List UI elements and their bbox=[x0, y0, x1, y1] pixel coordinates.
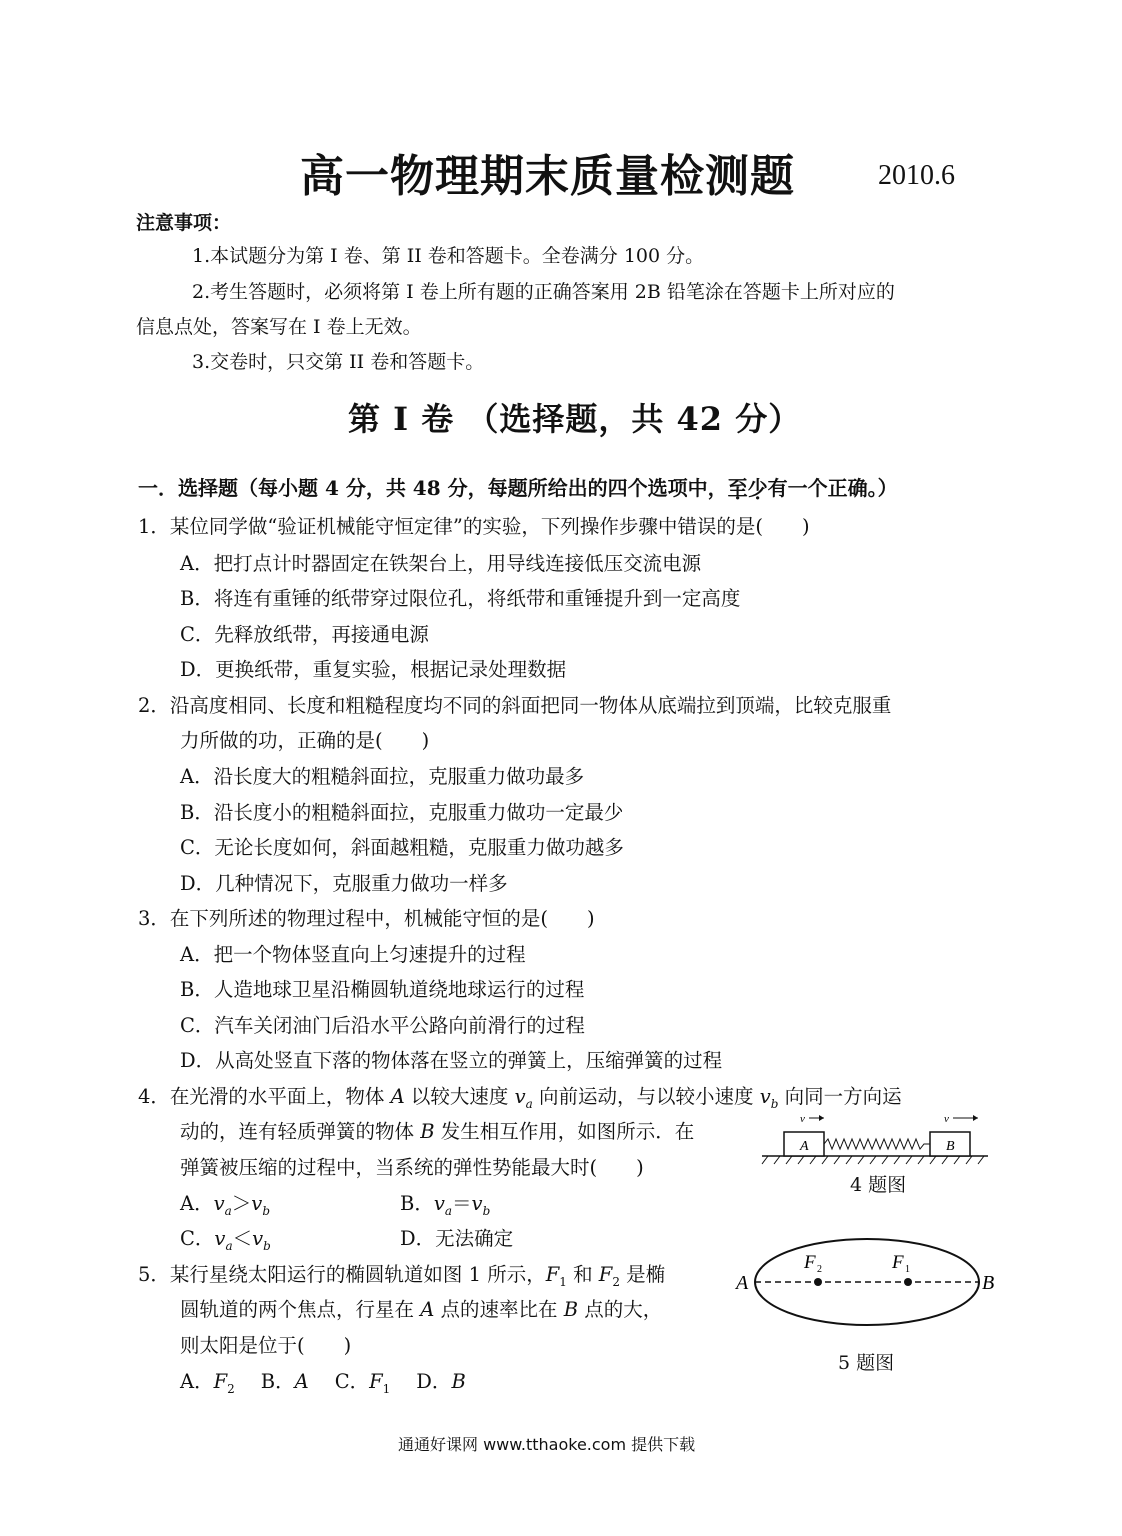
q4-option-b bbox=[400, 1188, 490, 1218]
q5-point-b: B bbox=[563, 1298, 579, 1321]
q5-sub-2: 2 bbox=[227, 1381, 235, 1396]
q3-option-c: C．汽车关闭油门后沿水平公路向前滑行的过程 bbox=[180, 1014, 585, 1037]
velocity-b-label: v bbox=[944, 1113, 949, 1125]
q5-point-a: A bbox=[294, 1370, 309, 1393]
q4-stem-line-2 bbox=[180, 1116, 694, 1144]
section-title: 第 I 卷 （选择题，共 42 分） bbox=[348, 400, 802, 438]
q4-figure bbox=[760, 1108, 990, 1168]
q4-v: v bbox=[471, 1192, 483, 1215]
q2-option-d: D．几种情况下，克服重力做功一样多 bbox=[180, 872, 508, 895]
q5-text: 圆轨道的两个焦点，行星在 bbox=[180, 1298, 421, 1321]
q4-option-label: A． bbox=[180, 1192, 214, 1215]
velocity-a-label: v bbox=[800, 1113, 805, 1125]
q5-f: F bbox=[598, 1263, 613, 1286]
q4-relation: ＝ bbox=[452, 1192, 472, 1215]
q4-text: 向前运动，与以较小速度 bbox=[532, 1085, 760, 1108]
velocity-a-arrowhead bbox=[819, 1115, 824, 1121]
f2-subscript: 2 bbox=[817, 1264, 822, 1275]
q4-sub-a: a bbox=[225, 1238, 233, 1253]
velocity-b-arrowhead bbox=[973, 1115, 978, 1121]
q4-sub-b: b bbox=[482, 1203, 491, 1218]
footer-source: 通通好课网 www.tthaoke.com 提供下载 bbox=[398, 1435, 696, 1454]
q4-v: v bbox=[514, 1085, 526, 1108]
q5-option-c-label: C． bbox=[334, 1370, 370, 1393]
q4-v: v bbox=[759, 1085, 771, 1108]
q4-body-a: A bbox=[390, 1085, 405, 1108]
q5-option-a-label: A． bbox=[180, 1370, 214, 1393]
q4-stem-line-3: 弹簧被压缩的过程中，当系统的弹性势能最大时( ) bbox=[180, 1156, 644, 1179]
q3-option-b: B．人造地球卫星沿椭圆轨道绕地球运行的过程 bbox=[180, 978, 585, 1001]
q3-stem: 3．在下列所述的物理过程中，机械能守恒的是( ) bbox=[138, 907, 595, 930]
f1-subscript: 1 bbox=[905, 1264, 910, 1275]
q2-stem-line-2: 力所做的功，正确的是( ) bbox=[180, 729, 430, 752]
q5-stem-line-2 bbox=[180, 1294, 662, 1322]
q5-text: 是椭 bbox=[619, 1263, 666, 1286]
q4-v: v bbox=[433, 1192, 445, 1215]
q5-figure bbox=[732, 1236, 1002, 1336]
ground-hatching bbox=[762, 1156, 984, 1164]
q5-point-b: B bbox=[451, 1370, 466, 1393]
q1-option-d: D．更换纸带，重复实验，根据记录处理数据 bbox=[180, 658, 567, 681]
emphasis-char-2: 少 bbox=[747, 476, 768, 500]
q4-text: 发生相互作用，如图所示．在 bbox=[434, 1120, 695, 1143]
notice-item-1: 1.本试题分为第 I 卷、第 II 卷和答题卡。全卷满分 100 分。 bbox=[192, 245, 705, 267]
q4-v: v bbox=[251, 1192, 263, 1215]
q4-figure-caption: 4 题图 bbox=[850, 1174, 907, 1196]
q4-sub-a: a bbox=[224, 1203, 232, 1218]
q1-stem: 1．某位同学做“验证机械能守恒定律”的实验，下列操作步骤中错误的是( ) bbox=[138, 515, 810, 538]
q4-option-label: B． bbox=[400, 1192, 434, 1215]
section-heading-post: 有一个正确。） bbox=[767, 476, 898, 500]
q4-v: v bbox=[252, 1227, 264, 1250]
q4-text: 以较大速度 bbox=[404, 1085, 515, 1108]
q1-option-b: B．将连有重锤的纸带穿过限位孔，将纸带和重锤提升到一定高度 bbox=[180, 587, 741, 610]
page-title: 高一物理期末质量检测题 bbox=[300, 151, 795, 202]
q5-figure-caption: 5 题图 bbox=[838, 1352, 895, 1374]
block-a-label: A bbox=[800, 1139, 809, 1154]
q2-option-b: B．沿长度小的粗糙斜面拉，克服重力做功一定最少 bbox=[180, 801, 624, 824]
point-a-label: A bbox=[736, 1272, 749, 1294]
f2-label: F bbox=[804, 1252, 816, 1273]
q5-option-b-label: B． bbox=[260, 1370, 295, 1393]
q4-body-b: B bbox=[420, 1120, 435, 1143]
q1-option-a: A．把打点计时器固定在铁架台上，用导线连接低压交流电源 bbox=[180, 552, 702, 575]
q5-options bbox=[180, 1366, 466, 1396]
point-b-label: B bbox=[982, 1272, 995, 1294]
q5-option-d-label: D． bbox=[416, 1370, 452, 1393]
q2-option-c: C．无论长度如何，斜面越粗糙，克服重力做功越多 bbox=[180, 836, 624, 859]
q4-option-label: C． bbox=[180, 1227, 215, 1250]
spring bbox=[824, 1139, 930, 1149]
q5-sub-1: 1 bbox=[559, 1274, 567, 1289]
notice-item-2-line-2: 信息点处，答案写在 I 卷上无效。 bbox=[136, 316, 422, 338]
block-b-label: B bbox=[946, 1139, 955, 1154]
q4-option-d: D．无法确定 bbox=[400, 1227, 514, 1250]
notice-heading: 注意事项： bbox=[136, 212, 232, 234]
q5-sub-1: 1 bbox=[382, 1381, 391, 1396]
notice-item-2-line-1: 2.考生答题时，必须将第 I 卷上所有题的正确答案用 2B 铅笔涂在答题卡上所对应的 bbox=[192, 281, 895, 303]
q5-stem-line-3: 则太阳是位于( ) bbox=[180, 1334, 352, 1357]
section-heading-pre: 一．选择题（每小题 4 分，共 48 分，每题所给出的四个选项中， bbox=[138, 476, 728, 500]
q4-relation: ＞ bbox=[231, 1192, 252, 1215]
q4-option-c bbox=[180, 1223, 271, 1253]
q5-text: 5．某行星绕太阳运行的椭圆轨道如图 1 所示， bbox=[138, 1263, 546, 1286]
q4-relation: ＜ bbox=[232, 1227, 253, 1250]
q4-text: 向同一方向运 bbox=[778, 1085, 902, 1108]
q5-f: F bbox=[213, 1370, 228, 1393]
f1-label: F bbox=[892, 1252, 904, 1273]
q5-text: 点的速率比在 bbox=[434, 1298, 564, 1321]
q5-text: 和 bbox=[566, 1263, 599, 1286]
q4-text: 动的，连有轻质弹簧的物体 bbox=[180, 1120, 421, 1143]
q2-stem-line-1: 2．沿高度相同、长度和粗糙程度均不同的斜面把同一物体从底端拉到顶端，比较克服重 bbox=[138, 694, 892, 717]
q4-v: v bbox=[214, 1227, 226, 1250]
q4-stem-line-1 bbox=[138, 1081, 902, 1111]
q5-point-a: A bbox=[420, 1298, 435, 1321]
q4-sub-b: b bbox=[263, 1238, 271, 1253]
emphasis-char-1: 至 bbox=[727, 476, 748, 500]
notice-item-3: 3.交卷时，只交第 II 卷和答题卡。 bbox=[192, 351, 485, 373]
q5-sub-2: 2 bbox=[612, 1274, 620, 1289]
q3-option-d: D．从高处竖直下落的物体落在竖立的弹簧上，压缩弹簧的过程 bbox=[180, 1049, 723, 1072]
exam-date: 2010.6 bbox=[878, 160, 955, 191]
q5-f: F bbox=[545, 1263, 560, 1286]
q3-option-a: A．把一个物体竖直向上匀速提升的过程 bbox=[180, 943, 526, 966]
q4-v: v bbox=[213, 1192, 225, 1215]
q4-sub-b: b bbox=[770, 1096, 779, 1111]
q5-f: F bbox=[369, 1370, 383, 1393]
section-heading bbox=[138, 472, 898, 501]
q4-sub-a: a bbox=[444, 1203, 453, 1218]
focus-f1 bbox=[904, 1278, 912, 1286]
q4-sub-b: b bbox=[262, 1203, 271, 1218]
q5-stem-line-1 bbox=[138, 1259, 665, 1289]
q4-text: 4．在光滑的水平面上，物体 bbox=[138, 1085, 391, 1108]
q4-option-a bbox=[180, 1188, 270, 1218]
q4-sub-a: a bbox=[525, 1096, 533, 1111]
q2-option-a: A．沿长度大的粗糙斜面拉，克服重力做功最多 bbox=[180, 765, 585, 788]
focus-f2 bbox=[814, 1278, 822, 1286]
q1-option-c: C．先释放纸带，再接通电源 bbox=[180, 623, 429, 646]
q5-text: 点的大， bbox=[578, 1298, 663, 1321]
